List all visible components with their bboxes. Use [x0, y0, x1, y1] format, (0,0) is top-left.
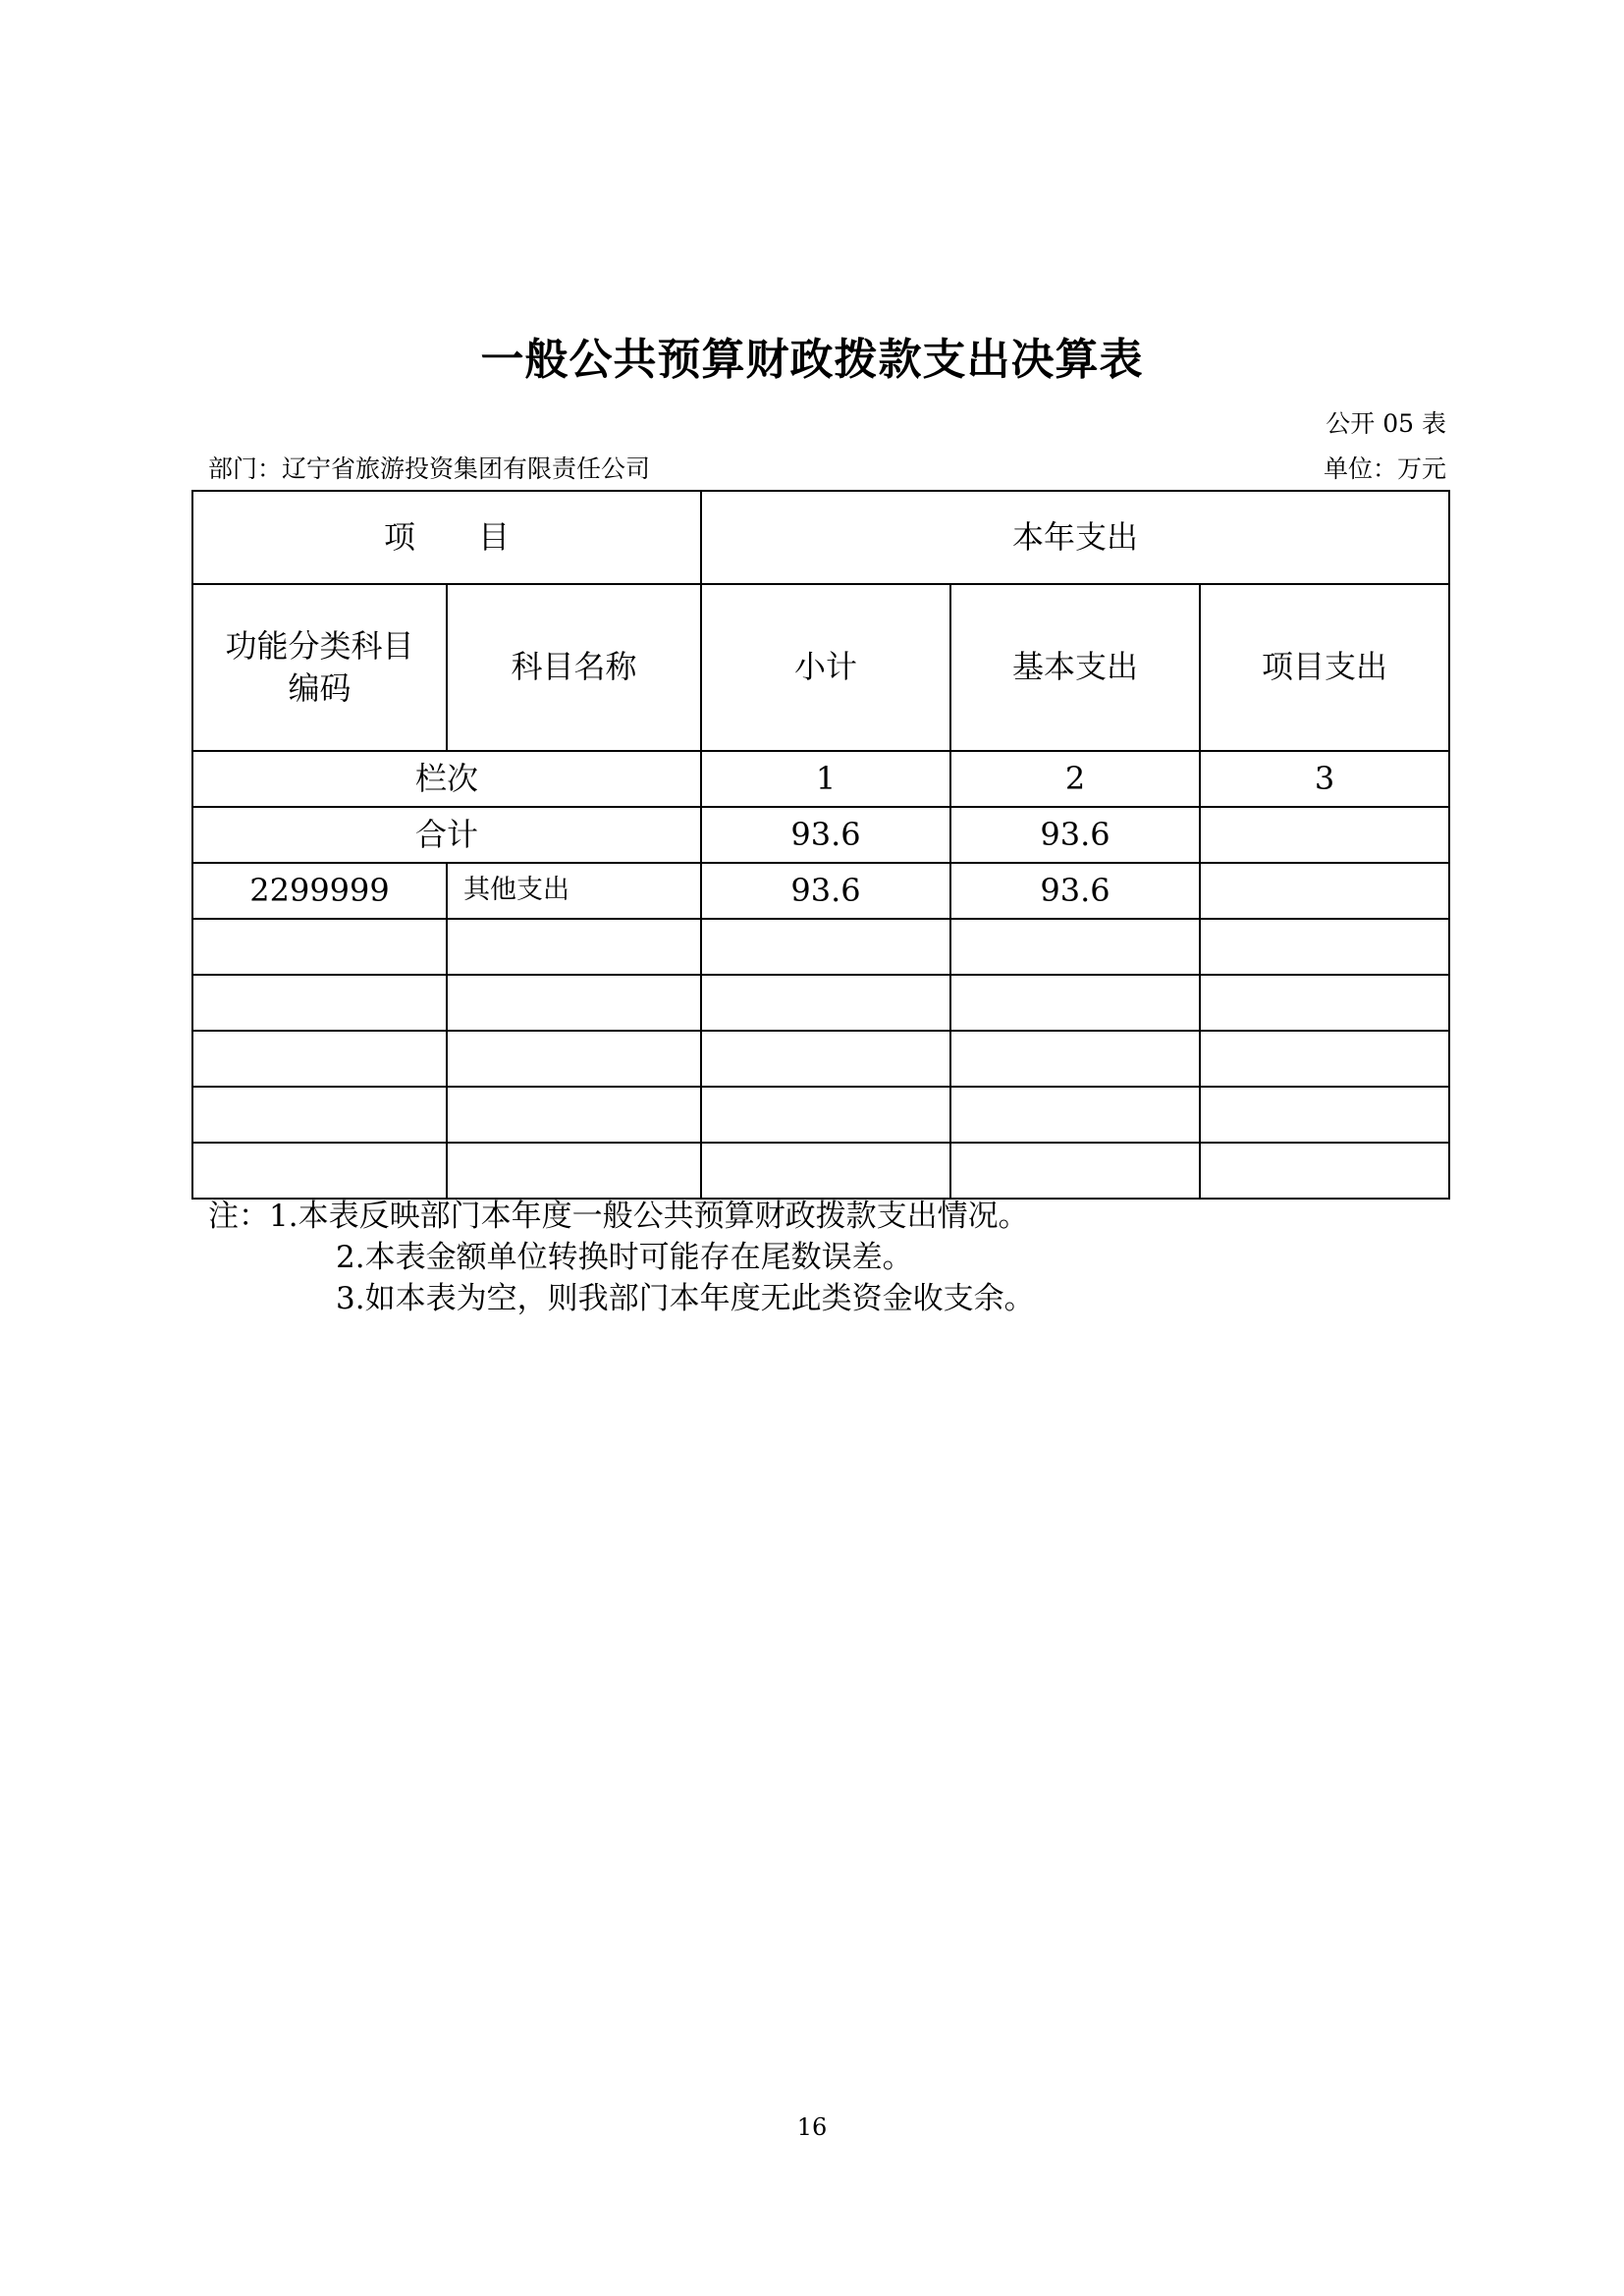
column-number-row: [192, 751, 1449, 807]
header-basic: 基本支出: [950, 584, 1200, 751]
header-item: 项 目: [192, 491, 701, 584]
page-number: 16: [796, 2113, 828, 2141]
row-code: 2299999: [192, 863, 447, 919]
total-basic: 93.6: [950, 807, 1200, 863]
note-1: 注：1.本表反映部门本年度一般公共预算财政拨款支出情况。: [208, 1199, 1029, 1234]
empty-row: [192, 1087, 1449, 1143]
row-basic: 93.6: [950, 863, 1200, 919]
empty-row: [192, 1143, 1449, 1199]
header-func-code: 功能分类科目编码: [192, 584, 447, 751]
total-project: [1200, 807, 1449, 863]
form-number: 公开 05 表: [1326, 409, 1446, 438]
unit-label: 单位：万元: [1323, 454, 1446, 483]
total-label: 合计: [192, 807, 701, 863]
expenditure-table: [191, 490, 1450, 1200]
page-title: 一般公共预算财政拨款支出决算表: [480, 335, 1144, 385]
row-subtotal: 93.6: [701, 863, 950, 919]
empty-row: [192, 975, 1449, 1031]
empty-row: [192, 1031, 1449, 1087]
column-3: 3: [1200, 751, 1449, 807]
column-label: 栏次: [192, 751, 701, 807]
column-2: 2: [950, 751, 1200, 807]
header-subject-name: 科目名称: [447, 584, 701, 751]
header-row-2: [192, 584, 1449, 751]
notes: [208, 1196, 1035, 1319]
row-name: 其他支出: [447, 863, 701, 919]
header-row-1: [192, 491, 1449, 584]
total-subtotal: 93.6: [701, 807, 950, 863]
header-project: 项目支出: [1200, 584, 1449, 751]
total-row: [192, 807, 1449, 863]
note-3: 3.如本表为空，则我部门本年度无此类资金收支余。: [336, 1281, 1035, 1316]
department-label: 部门：辽宁省旅游投资集团有限责任公司: [208, 454, 651, 483]
header-current-year: 本年支出: [701, 491, 1449, 584]
table-row: [192, 863, 1449, 919]
header-subtotal: 小计: [701, 584, 950, 751]
row-project: [1200, 863, 1449, 919]
empty-row: [192, 919, 1449, 975]
note-2: 2.本表金额单位转换时可能存在尾数误差。: [336, 1240, 913, 1275]
column-1: 1: [701, 751, 950, 807]
